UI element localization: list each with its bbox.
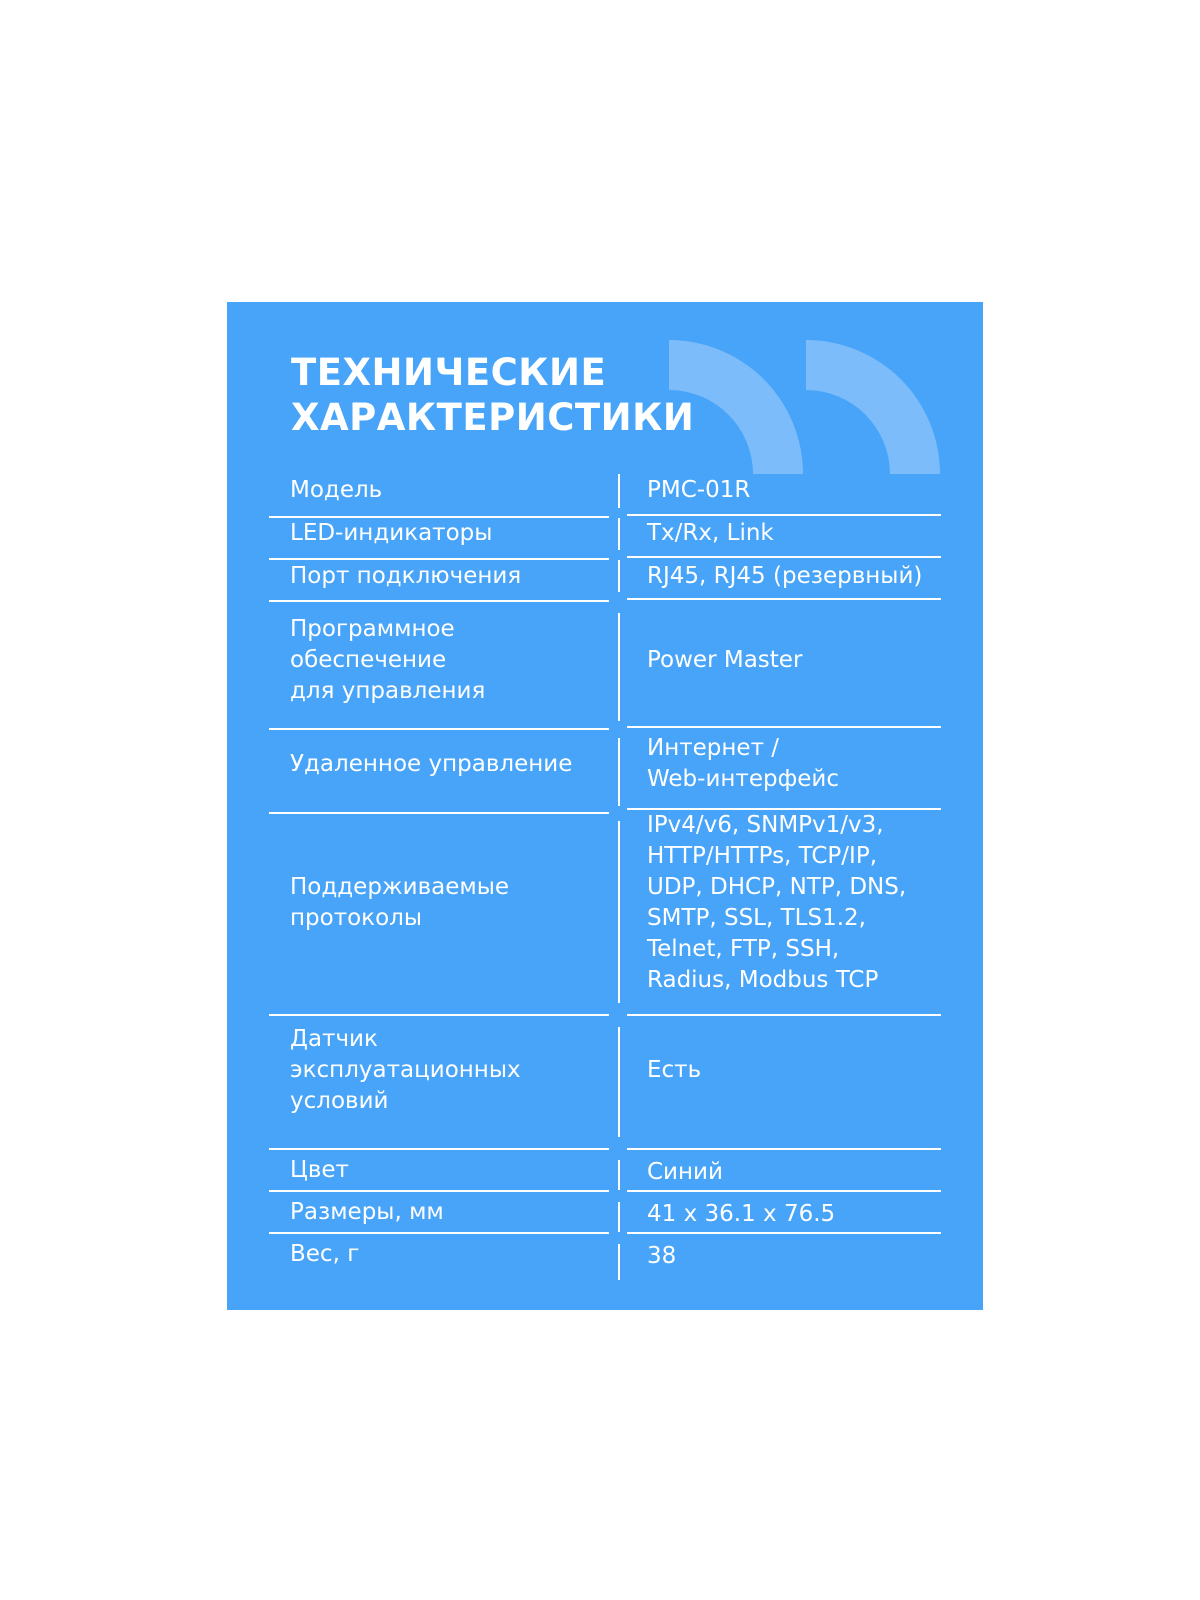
column-divider: [618, 613, 620, 721]
spec-value-model: PMC-01R: [647, 476, 751, 503]
spec-label-weight: Вес, г: [290, 1240, 360, 1267]
row-divider: [269, 558, 609, 560]
column-divider: [618, 1160, 620, 1190]
row-divider: [269, 1014, 609, 1016]
spec-value-protocols: IPv4/v6, SNMPv1/v3, HTTP/HTTPs, TCP/IP, UDP, DHCP, NTP, DNS, SMTP, SSL, TLS1.2, Telnet, FTP, SSH, Radius, Modbus TCP: [647, 812, 907, 993]
row-divider: [627, 556, 941, 558]
spec-card: [227, 302, 983, 1310]
spec-label-sensor: Датчик эксплуатационных условий: [290, 1025, 521, 1114]
spec-label-software: Программное обеспечение для управления: [290, 615, 486, 704]
row-divider: [627, 1148, 941, 1150]
column-divider: [618, 738, 620, 806]
column-divider: [618, 1027, 620, 1137]
row-divider: [627, 808, 941, 810]
spec-value-dimensions: 41 x 36.1 x 76.5: [647, 1200, 836, 1227]
row-divider: [269, 516, 609, 518]
spec-label-dimensions: Размеры, мм: [290, 1198, 444, 1225]
row-divider: [269, 728, 609, 730]
spec-label-led: LED-индикаторы: [290, 519, 493, 546]
row-divider: [269, 600, 609, 602]
row-divider: [627, 1014, 941, 1016]
spec-value-sensor: Есть: [647, 1056, 702, 1083]
spec-label-model: Модель: [290, 476, 383, 503]
spec-label-port: Порт подключения: [290, 562, 522, 589]
title-line-1: ТЕХНИЧЕСКИЕ: [291, 351, 607, 394]
row-divider: [269, 812, 609, 814]
title-line-2: ХАРАКТЕРИСТИКИ: [291, 396, 695, 439]
row-divider: [269, 1148, 609, 1150]
spec-value-software: Power Master: [647, 646, 803, 673]
row-divider: [627, 1190, 941, 1192]
row-divider: [269, 1190, 609, 1192]
row-divider: [269, 1232, 609, 1234]
column-divider: [618, 518, 620, 550]
spec-label-color: Цвет: [290, 1156, 349, 1183]
spec-value-remote: Интернет / Web-интерфейс: [647, 735, 839, 792]
page-title: [291, 350, 694, 440]
spec-label-remote: Удаленное управление: [290, 750, 573, 777]
row-divider: [627, 726, 941, 728]
row-divider: [627, 514, 941, 516]
spec-value-weight: 38: [647, 1242, 677, 1269]
column-divider: [618, 1244, 620, 1280]
row-divider: [627, 598, 941, 600]
column-divider: [618, 474, 620, 508]
spec-value-led: Tx/Rx, Link: [647, 519, 774, 546]
row-divider: [627, 1232, 941, 1234]
column-divider: [618, 560, 620, 592]
column-divider: [618, 1202, 620, 1232]
spec-label-protocols: Поддерживаемые протоколы: [290, 874, 510, 931]
spec-value-port: RJ45, RJ45 (резервный): [647, 562, 923, 589]
column-divider: [618, 821, 620, 1003]
spec-value-color: Синий: [647, 1158, 723, 1185]
